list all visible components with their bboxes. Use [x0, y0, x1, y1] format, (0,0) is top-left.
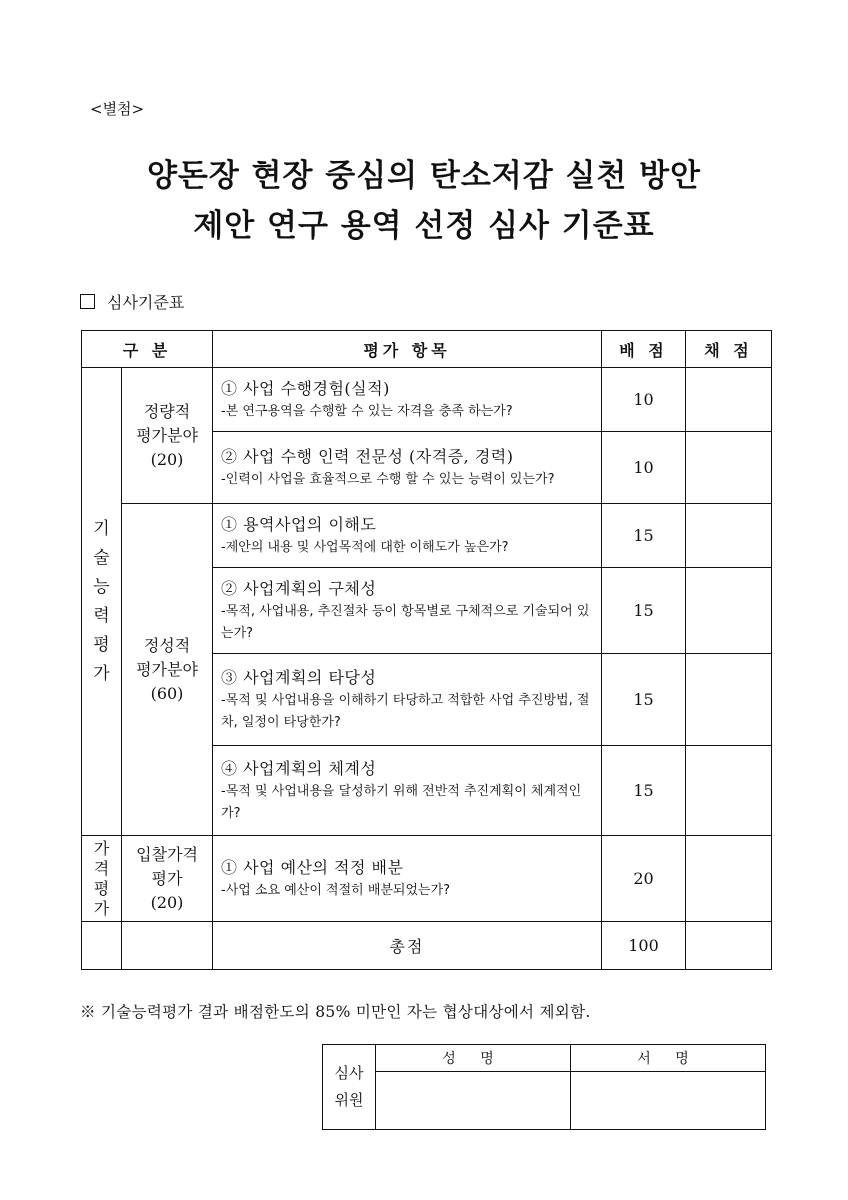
header-items: 평가 항목 [213, 331, 602, 368]
page-title-line2: 제안 연구 용역 선정 심사 기준표 [193, 208, 655, 244]
item-score: 15 [602, 746, 686, 836]
exclusion-note: ※ 기술능력평가 결과 배점한도의 85% 미만인 자는 협상대상에서 제외함. [80, 1003, 591, 1021]
sign-header: 서 명 [571, 1045, 766, 1072]
header-allotted: 배 점 [602, 331, 686, 368]
page-title-line1: 양돈장 현장 중심의 탄소저감 실천 방안 [146, 158, 702, 194]
table-row [82, 504, 772, 568]
reviewer-label2: 위원 [334, 1091, 364, 1109]
section-heading-text: 심사기준표 [107, 293, 185, 312]
total-label: 총점 [213, 922, 602, 970]
name-field[interactable] [376, 1072, 571, 1130]
quant-group-name2: 평가분야 [136, 425, 198, 445]
item-cell [213, 836, 602, 922]
evaluation-table [81, 330, 772, 970]
item-cell [213, 746, 602, 836]
price-category-cell [82, 836, 122, 922]
quant-group-name1: 정량적 [143, 401, 191, 421]
item-desc: -목적, 사업내용, 추진절차 등이 항목별로 구체적으로 기술되어 있는가? [221, 603, 590, 641]
tech-char: 력 [93, 605, 110, 626]
item-title: ③ 사업계획의 타당성 [221, 667, 377, 687]
tech-char: 평 [93, 634, 110, 655]
table-row [82, 836, 772, 922]
item-desc: -본 연구용역을 수행할 수 있는 자격을 충족 하는가? [221, 403, 513, 419]
reviewer-label-cell [323, 1045, 376, 1130]
total-score: 100 [602, 922, 686, 970]
total-row [82, 922, 772, 970]
scoring-cell[interactable] [686, 568, 772, 654]
tech-char: 술 [93, 547, 110, 568]
price-char: 평 [93, 878, 110, 898]
table-row [82, 368, 772, 432]
price-char: 격 [93, 858, 110, 878]
item-desc: -사업 소요 예산이 적절히 배분되었는가? [221, 882, 451, 898]
tech-char: 가 [93, 663, 110, 684]
item-desc: -인력이 사업을 효율적으로 수행 할 수 있는 능력이 있는가? [221, 471, 555, 487]
price-char: 가 [93, 898, 110, 918]
quant-group-points: (20) [150, 449, 184, 469]
qual-group-name1: 정성적 [143, 635, 191, 655]
item-title: ② 사업 수행 인력 전문성 (자격증, 경력) [221, 446, 514, 466]
sign-field[interactable] [571, 1072, 766, 1130]
price-char: 가 [93, 838, 110, 858]
signature-table [322, 1044, 766, 1130]
empty-cell [122, 922, 213, 970]
tech-char: 능 [93, 576, 110, 597]
item-title: ① 용역사업의 이해도 [221, 514, 377, 534]
item-score: 10 [602, 432, 686, 504]
item-score: 15 [602, 568, 686, 654]
item-title: ② 사업계획의 구체성 [221, 578, 377, 598]
scoring-cell[interactable] [686, 504, 772, 568]
qual-group-name2: 평가분야 [136, 659, 198, 679]
tech-category-cell [82, 368, 122, 836]
scoring-cell[interactable] [686, 432, 772, 504]
item-score: 15 [602, 654, 686, 746]
item-title: ① 사업 수행경험(실적) [221, 378, 390, 398]
total-scoring-cell[interactable] [686, 922, 772, 970]
item-score: 10 [602, 368, 686, 432]
price-group-points: (20) [150, 892, 184, 912]
price-group-cell [122, 836, 213, 922]
item-desc: -목적 및 사업내용을 이해하기 타당하고 적합한 사업 추진방법, 절차, 일정이 타당한가? [221, 692, 590, 730]
item-score: 20 [602, 836, 686, 922]
item-cell [213, 504, 602, 568]
item-title: ④ 사업계획의 체계성 [221, 758, 377, 778]
quant-group-cell [122, 368, 213, 504]
item-cell [213, 568, 602, 654]
checkbox-icon [80, 294, 95, 309]
name-header: 성 명 [376, 1045, 571, 1072]
scoring-cell[interactable] [686, 368, 772, 432]
item-desc: -목적 및 사업내용을 달성하기 위해 전반적 추진계획이 체계적인가? [221, 783, 582, 821]
scoring-cell[interactable] [686, 654, 772, 746]
price-group-name2: 평가 [151, 868, 183, 888]
item-desc: -제안의 내용 및 사업목적에 대한 이해도가 높은가? [221, 539, 509, 555]
empty-cell [82, 922, 122, 970]
item-cell [213, 432, 602, 504]
tech-char: 기 [93, 518, 110, 539]
scoring-cell[interactable] [686, 746, 772, 836]
header-category: 구 분 [82, 331, 213, 368]
header-scoring: 채 점 [686, 331, 772, 368]
qual-group-points: (60) [150, 683, 184, 703]
attachment-label: <별첨> [90, 100, 145, 118]
section-heading [80, 290, 184, 313]
reviewer-label1: 심사 [334, 1064, 364, 1082]
qual-group-cell [122, 504, 213, 836]
item-cell [213, 368, 602, 432]
item-score: 15 [602, 504, 686, 568]
item-cell [213, 654, 602, 746]
item-title: ① 사업 예산의 적정 배분 [221, 857, 404, 877]
table-header-row [82, 331, 772, 368]
price-group-name1: 입찰가격 [136, 844, 198, 864]
scoring-cell[interactable] [686, 836, 772, 922]
